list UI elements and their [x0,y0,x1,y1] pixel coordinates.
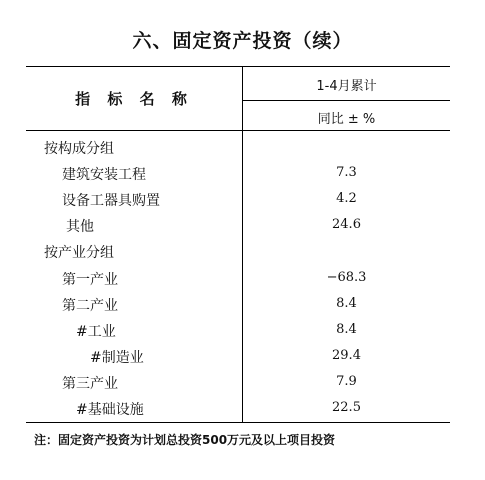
row-label: 设备工器具购置 [62,193,160,209]
row-value: 29.4 [332,348,361,363]
row-label: #制造业 [90,350,144,366]
row-value: 4.2 [336,191,357,206]
row-value: 8.4 [336,322,357,337]
row-label: 第一产业 [62,272,118,288]
table-top-rule [26,66,450,67]
row-value: 24.6 [332,217,361,232]
group-label-composition: 按构成分组 [44,141,114,157]
header-sub-rule [242,100,450,101]
row-value: 22.5 [332,400,361,415]
row-label: #工业 [76,324,116,340]
row-value: 7.3 [336,165,357,180]
row-label: 第二产业 [62,298,118,314]
page-title: 六、固定资产投资（续） [132,30,353,52]
period-header: 1-4月累计 [316,79,377,94]
row-value: 8.4 [336,296,357,311]
row-label: #基础设施 [76,402,144,418]
footnote: 注：固定资产投资为计划总投资500万元及以上项目投资 [34,433,336,447]
header-bottom-rule [26,130,450,131]
row-label: 其他 [66,219,94,235]
row-label: 建筑安装工程 [62,167,146,183]
indicator-name-header: 指 标 名 称 [75,90,193,108]
group-label-industry: 按产业分组 [44,245,114,261]
statistics-table [26,66,450,424]
table-bottom-rule [26,422,450,423]
row-label: 第三产业 [62,376,118,392]
row-value: −68.3 [326,270,367,285]
row-value: 7.9 [336,374,357,389]
unit-header: 同比 ± % [317,112,376,127]
